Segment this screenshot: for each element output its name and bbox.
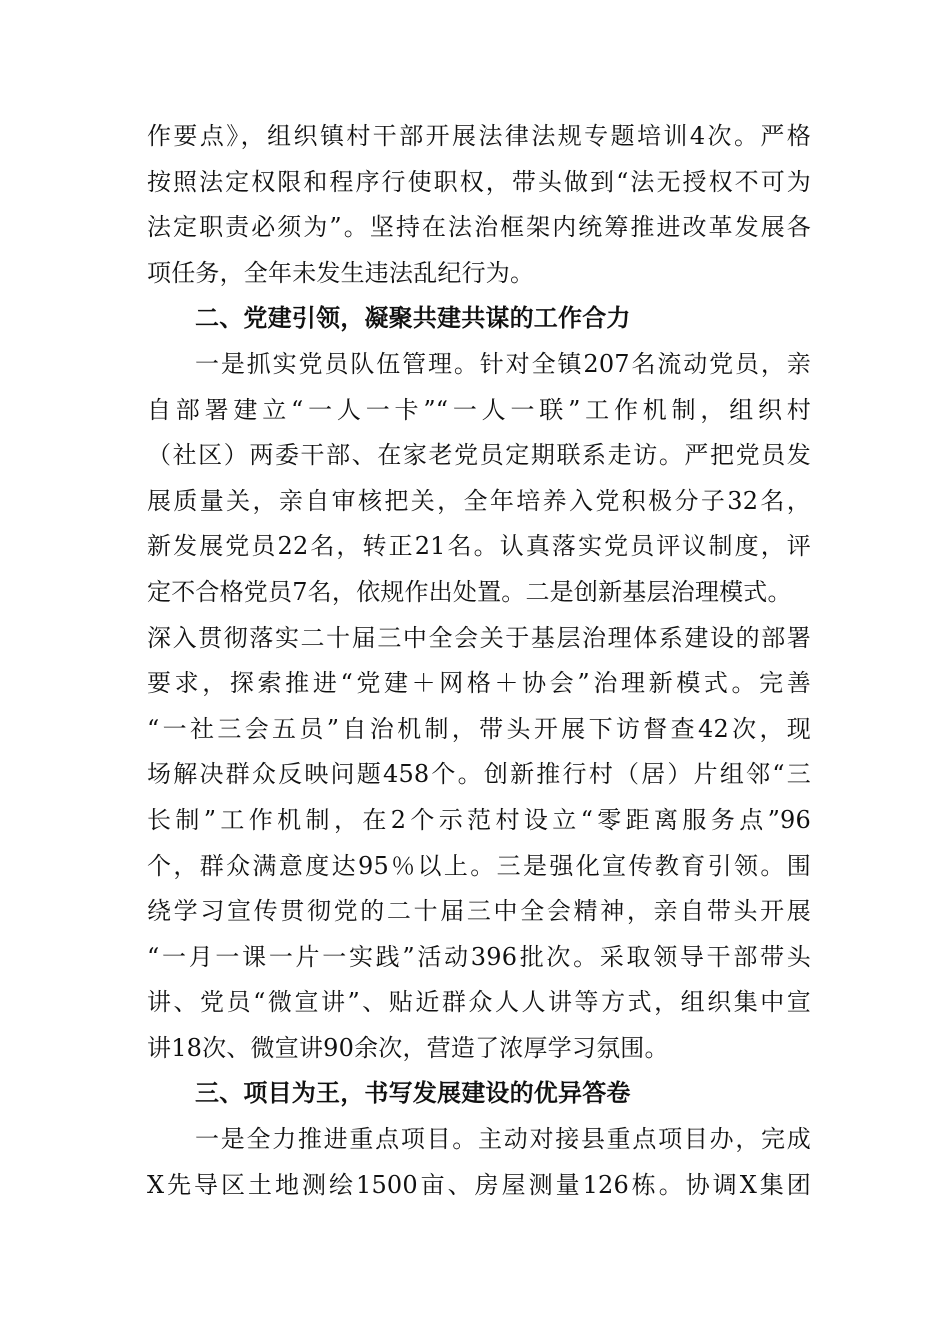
section-heading-2: 二、党建引领，凝聚共建共谋的工作合力 xyxy=(195,304,631,333)
text-line: 深入贯彻落实二十届三中全会关于基层治理体系建设的部署 xyxy=(147,623,811,652)
text-line: 作要点》，组织镇村干部开展法律法规专题培训4次。严格 xyxy=(147,122,811,150)
text-line: “一月一课一片一实践”活动396批次。采取领导干部带头 xyxy=(147,942,811,971)
text-line: 讲、党员“微宣讲”、贴近群众人人讲等方式，组织集中宣 xyxy=(147,988,811,1017)
text-line: 讲18次、微宣讲90余次，营造了浓厚学习氛围。 xyxy=(147,1033,669,1062)
text-line: 法定职责必须为”。坚持在法治框架内统筹推进改革发展各 xyxy=(147,213,811,242)
text-line: 绕学习宣传贯彻党的二十届三中全会精神，亲自带头开展 xyxy=(147,897,811,926)
text-line: （社区）两委干部、在家老党员定期联系走访。严把党员发 xyxy=(147,441,811,470)
document-body xyxy=(147,114,811,1208)
paragraph-first-line: 一是全力推进重点项目。主动对接县重点项目办，完成 xyxy=(195,1125,811,1154)
text-line: 项任务，全年未发生违法乱纪行为。 xyxy=(147,258,535,287)
text-line: 展质量关，亲自审核把关，全年培养入党积极分子32名， xyxy=(147,486,811,515)
text-line: X先导区土地测绘1500亩、房屋测量126栋。协调X集团 xyxy=(147,1170,811,1199)
text-line: “一社三会五员”自治机制，带头开展下访督查42次，现 xyxy=(147,714,811,743)
text-line: 新发展党员22名，转正21名。认真落实党员评议制度，评 xyxy=(147,532,811,561)
text-line: 按照法定权限和程序行使职权，带头做到“法无授权不可为 xyxy=(147,167,811,196)
paragraph-first-line: 一是抓实党员队伍管理。针对全镇207名流动党员，亲 xyxy=(195,349,811,378)
text-line: 自部署建立“一人一卡”“一人一联”工作机制，组织村 xyxy=(147,395,811,424)
text-line: 长制”工作机制，在2个示范村设立“零距离服务点”96 xyxy=(147,805,811,834)
text-line: 场解决群众反映问题458个。创新推行村（居）片组邻“三 xyxy=(147,760,811,789)
text-line: 定不合格党员7名，依规作出处置。二是创新基层治理模式。 xyxy=(147,577,792,606)
section-heading-3: 三、项目为王，书写发展建设的优异答卷 xyxy=(195,1079,631,1108)
text-line: 要求，探索推进“党建＋网格＋协会”治理新模式。完善 xyxy=(147,669,811,698)
text-line: 个，群众满意度达95％以上。三是强化宣传教育引领。围 xyxy=(147,851,811,880)
